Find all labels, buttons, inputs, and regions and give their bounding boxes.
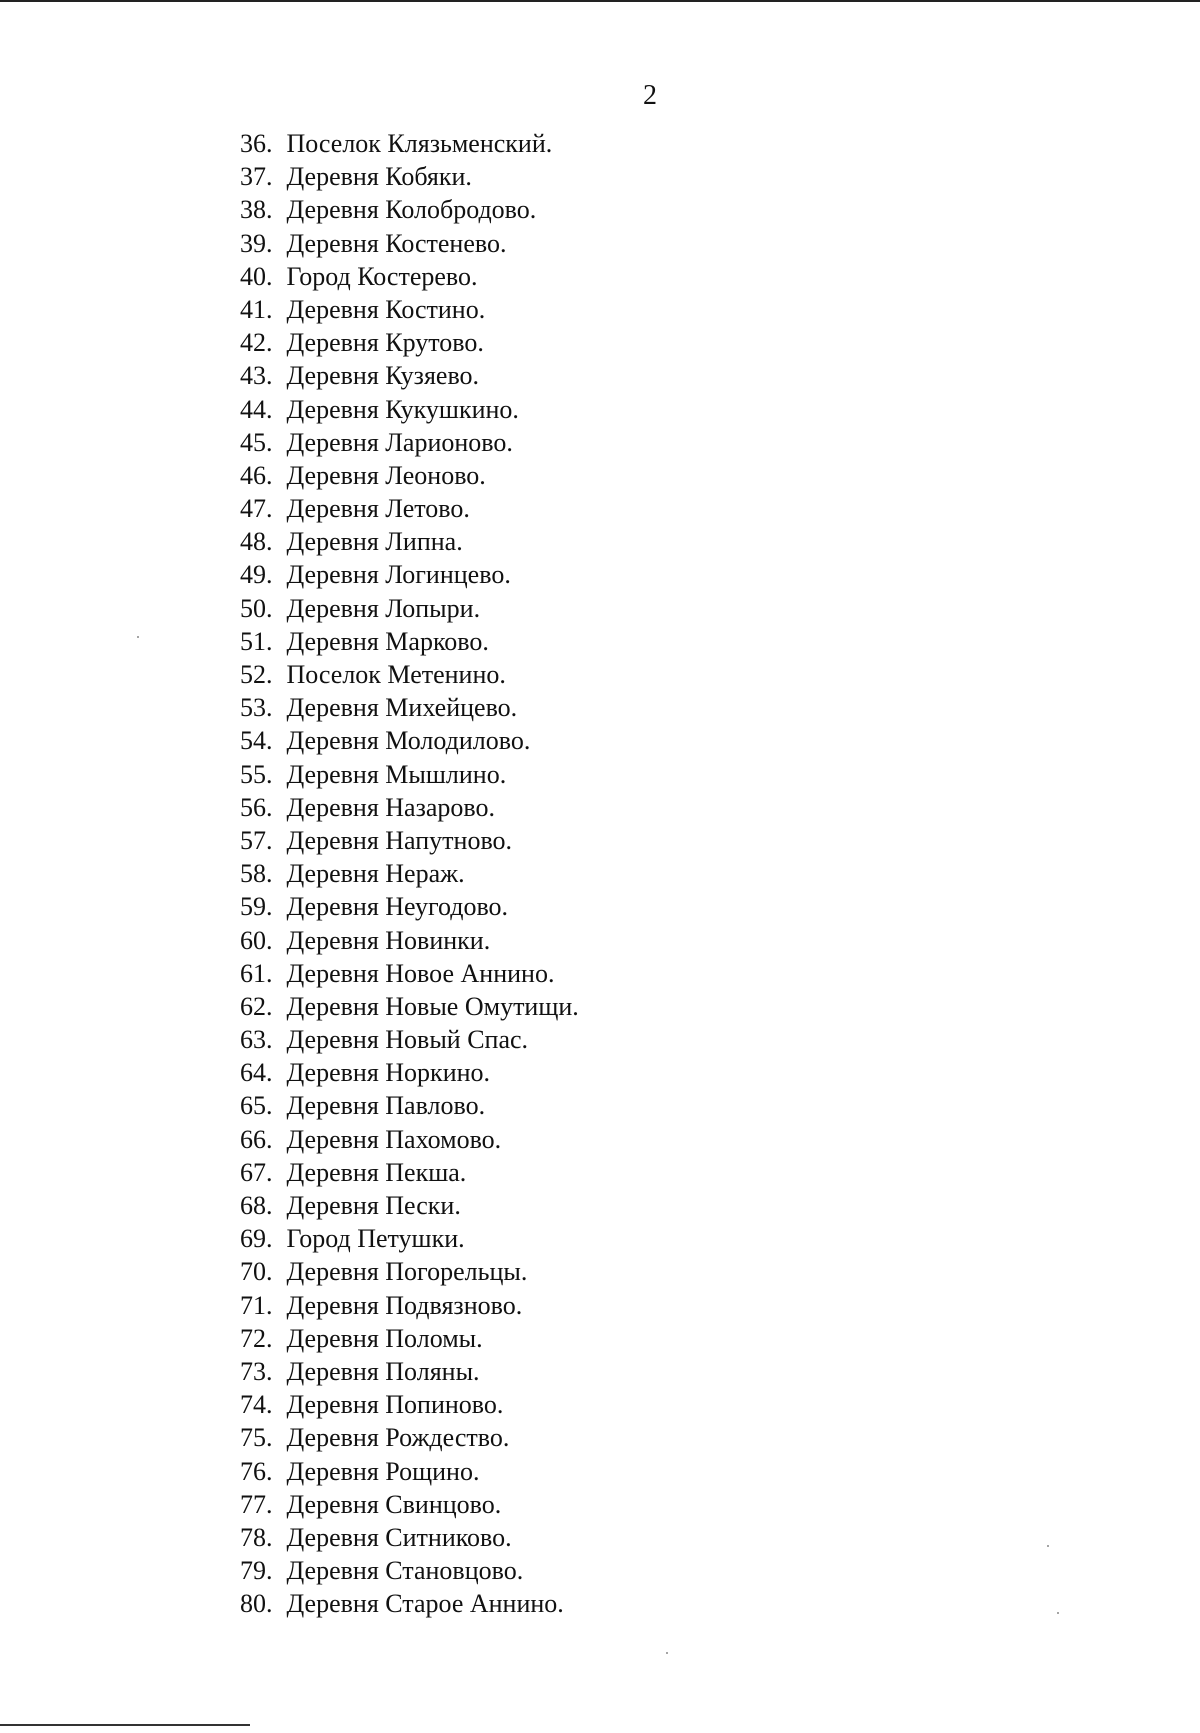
item-text: Деревня Мышлино.: [286, 759, 507, 789]
item-text: Деревня Кукушкино.: [286, 394, 519, 424]
list-item: [240, 160, 579, 193]
bottom-scan-edge: [0, 1724, 250, 1726]
item-text: Деревня Марково.: [286, 626, 489, 656]
item-number: 60.: [240, 925, 273, 955]
list-item: [240, 127, 579, 160]
list-item: [240, 824, 579, 857]
item-number: 72.: [240, 1323, 273, 1353]
list-item: [240, 924, 579, 957]
item-text: Деревня Пахомово.: [286, 1124, 502, 1154]
item-text: Деревня Свинцово.: [286, 1489, 502, 1519]
item-text: Деревня Поляны.: [286, 1356, 480, 1386]
item-number: 73.: [240, 1356, 273, 1386]
item-text: Поселок Метенино.: [286, 660, 506, 689]
item-text: Деревня Старое Аннино.: [286, 1589, 564, 1619]
list-item: [240, 1189, 579, 1222]
item-text: Деревня Погорельцы.: [286, 1257, 528, 1287]
item-text: Деревня Рождество.: [286, 1423, 510, 1453]
list-item: [240, 990, 579, 1023]
list-item: [240, 1222, 579, 1255]
item-number: 69.: [240, 1224, 273, 1254]
list-item: [240, 459, 579, 492]
item-number: 50.: [240, 593, 273, 623]
item-number: 56.: [240, 792, 273, 822]
top-scan-edge: [0, 0, 1200, 2]
item-text: Город Петушки.: [286, 1224, 465, 1254]
item-number: 47.: [240, 494, 273, 524]
item-number: 37.: [240, 162, 273, 192]
scan-speck: [1057, 1612, 1059, 1614]
list-item: [240, 1355, 579, 1388]
list-item: [240, 791, 579, 824]
item-text: Деревня Рощино.: [286, 1456, 480, 1486]
item-text: Деревня Костино.: [286, 294, 486, 324]
item-text: Деревня Напутново.: [286, 825, 513, 855]
item-number: 41.: [240, 294, 273, 324]
item-text: Деревня Неугодово.: [286, 892, 509, 922]
list-item: [240, 293, 579, 326]
list-item: [240, 1023, 579, 1056]
item-text: Деревня Новое Аннино.: [286, 958, 555, 988]
list-item: [240, 227, 579, 260]
item-text: Деревня Подвязново.: [286, 1290, 523, 1320]
scan-speck: [137, 636, 139, 638]
list-item: [240, 1421, 579, 1454]
list-item: [240, 1156, 579, 1189]
scan-speck: [666, 1652, 668, 1654]
item-text: Деревня Ларионово.: [286, 427, 513, 457]
list-item: [240, 1554, 579, 1587]
item-text: Деревня Пекша.: [286, 1157, 467, 1187]
item-number: 61.: [240, 958, 273, 988]
list-item: [240, 326, 579, 359]
list-item: [240, 1255, 579, 1288]
scan-speck: [1047, 1545, 1049, 1547]
list-item: [240, 393, 579, 426]
item-number: 38.: [240, 195, 273, 225]
item-number: 76.: [240, 1456, 273, 1486]
list-item: [240, 525, 579, 558]
list-item: [240, 193, 579, 226]
item-number: 44.: [240, 394, 273, 424]
list-item: [240, 426, 579, 459]
item-number: 36.: [240, 129, 273, 158]
item-number: 75.: [240, 1423, 273, 1453]
list-item: [240, 1587, 579, 1620]
item-number: 55.: [240, 759, 273, 789]
item-number: 52.: [240, 660, 273, 689]
item-number: 80.: [240, 1589, 273, 1619]
item-number: 62.: [240, 991, 273, 1021]
list-item: [240, 1322, 579, 1355]
item-text: Деревня Леоново.: [286, 460, 486, 490]
item-text: Деревня Поломы.: [286, 1323, 483, 1353]
item-text: Деревня Костенево.: [286, 228, 507, 258]
item-number: 63.: [240, 1025, 273, 1055]
item-text: Деревня Липна.: [286, 527, 463, 557]
item-text: Деревня Пески.: [286, 1191, 461, 1220]
item-text: Деревня Михейцево.: [286, 693, 518, 723]
item-number: 58.: [240, 859, 273, 889]
list-item: [240, 1089, 579, 1122]
item-text: Деревня Кобяки.: [286, 162, 472, 192]
item-number: 64.: [240, 1058, 273, 1088]
list-item: [240, 890, 579, 923]
list-item: [240, 724, 579, 757]
item-text: Город Костерево.: [286, 261, 478, 291]
list-item: [240, 1123, 579, 1156]
item-number: 65.: [240, 1091, 273, 1121]
list-item: [240, 1388, 579, 1421]
item-number: 43.: [240, 361, 273, 391]
item-number: 48.: [240, 527, 273, 557]
item-text: Деревня Новый Спас.: [286, 1025, 529, 1055]
item-number: 68.: [240, 1191, 273, 1220]
list-item: [240, 1289, 579, 1322]
item-number: 71.: [240, 1290, 273, 1320]
item-text: Деревня Летово.: [286, 494, 470, 524]
item-number: 77.: [240, 1489, 273, 1519]
list-item: [240, 758, 579, 791]
item-number: 49.: [240, 560, 273, 590]
item-text: Деревня Молодилово.: [286, 726, 531, 756]
list-item: [240, 658, 579, 691]
item-number: 78.: [240, 1522, 273, 1552]
item-number: 40.: [240, 261, 273, 291]
item-number: 74.: [240, 1390, 273, 1420]
list-item: [240, 857, 579, 890]
item-text: Деревня Кузяево.: [286, 361, 480, 391]
item-number: 45.: [240, 427, 273, 457]
item-text: Деревня Становцово.: [286, 1556, 524, 1586]
item-number: 57.: [240, 825, 273, 855]
item-number: 59.: [240, 892, 273, 922]
list-item: [240, 1056, 579, 1089]
list-item: [240, 1455, 579, 1488]
item-text: Деревня Павлово.: [286, 1091, 486, 1121]
item-number: 53.: [240, 693, 273, 723]
list-item: [240, 592, 579, 625]
item-number: 79.: [240, 1556, 273, 1586]
item-text: Деревня Нераж.: [286, 859, 465, 889]
item-text: Деревня Попиново.: [286, 1390, 504, 1420]
list-item: [240, 492, 579, 525]
settlement-list: [240, 127, 579, 1620]
item-text: Деревня Назарово.: [286, 792, 496, 822]
list-item: [240, 260, 579, 293]
item-number: 67.: [240, 1157, 273, 1187]
item-number: 66.: [240, 1124, 273, 1154]
list-item: [240, 691, 579, 724]
list-item: [240, 558, 579, 591]
item-number: 70.: [240, 1257, 273, 1287]
item-text: Деревня Норкино.: [286, 1058, 491, 1088]
page-number: 2: [643, 80, 657, 111]
item-text: Деревня Колобродово.: [286, 195, 537, 225]
list-item: [240, 957, 579, 990]
item-text: Деревня Лопыри.: [286, 593, 481, 623]
item-text: Деревня Крутово.: [286, 328, 484, 358]
item-text: Деревня Новые Омутищи.: [286, 991, 579, 1021]
list-item: [240, 625, 579, 658]
item-number: 46.: [240, 460, 273, 490]
item-number: 42.: [240, 328, 273, 358]
item-text: Деревня Ситниково.: [286, 1522, 512, 1552]
item-number: 54.: [240, 726, 273, 756]
list-item: [240, 1521, 579, 1554]
item-number: 39.: [240, 228, 273, 258]
item-number: 51.: [240, 626, 273, 656]
list-item: [240, 1488, 579, 1521]
list-item: [240, 359, 579, 392]
item-text: Поселок Клязьменский.: [286, 129, 553, 158]
item-text: Деревня Новинки.: [286, 925, 491, 955]
item-text: Деревня Логинцево.: [286, 560, 511, 590]
